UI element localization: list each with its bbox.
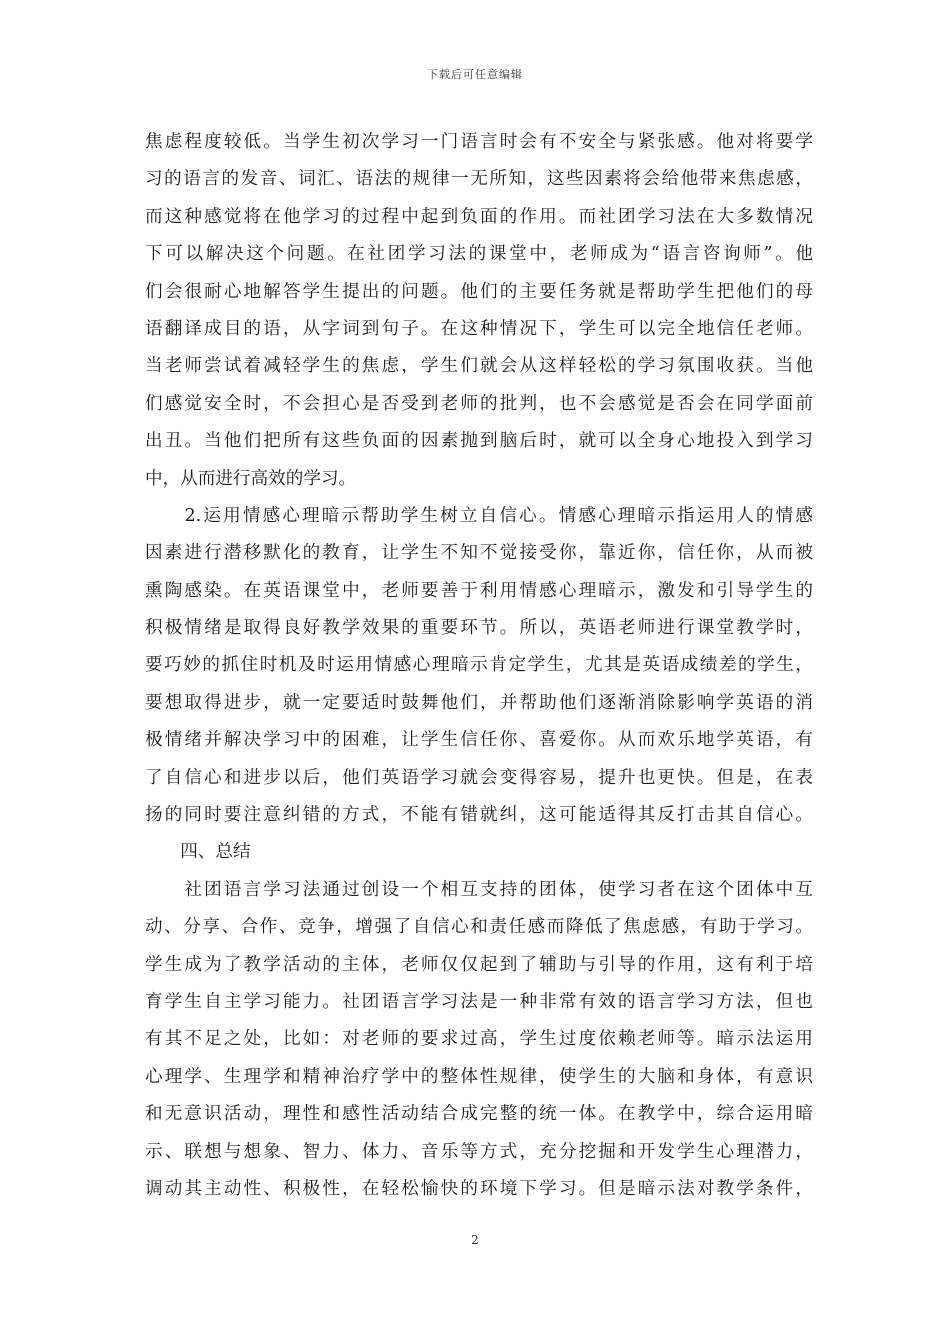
text-line: 当老师尝试着减轻学生的焦虑，学生们就会从这样轻松的学习氛围收获。当他 (145, 356, 813, 377)
text-line: 要想取得进步，就一定要适时鼓舞他们，并帮助他们逐渐消除影响学英语的消 (145, 692, 813, 713)
page-number: 2 (471, 1233, 479, 1247)
text-line: 有其不足之处，比如：对老师的要求过高，学生过度依赖老师等。暗示法运用 (145, 1029, 813, 1050)
text-line: 动、分享、合作、竞争，增强了自信心和责任感而降低了焦虑感，有助于学习。 (145, 917, 813, 938)
text-line: 社团语言学习法通过创设一个相互支持的团体，使学习者在这个团体中互 (145, 879, 813, 900)
text-line: 们感觉安全时，不会担心是否受到老师的批判，也不会感觉是否会在同学面前 (145, 393, 813, 414)
text-line: 示、联想与想象、智力、体力、音乐等方式，充分挖掘和开发学生心理潜力， (145, 1141, 813, 1162)
text-line: 极情绪并解决学习中的困难，让学生信任你、喜爱你。从而欢乐地学英语，有 (145, 730, 813, 751)
text-line: 习的语言的发音、词汇、语法的规律一无所知，这些因素将会给他带来焦虑感， (145, 169, 813, 190)
text-line: 学生成为了教学活动的主体，老师仅仅起到了辅助与引导的作用，这有利于培 (145, 954, 813, 975)
text-line: 中，从而进行高效的学习。 (145, 468, 357, 489)
text-line: 2.运用情感心理暗示帮助学生树立自信心。情感心理暗示指运用人的情感 (145, 505, 813, 526)
text-line: 语翻译成目的语，从字词到句子。在这种情况下，学生可以完全地信任老师。 (145, 318, 813, 339)
text-line: 扬的同时要注意纠错的方式，不能有错就纠，这可能适得其反打击其自信心。 (145, 805, 813, 826)
text-line: 和无意识活动，理性和感性活动结合成完整的统一体。在教学中，综合运用暗 (145, 1104, 813, 1125)
text-line: 育学生自主学习能力。社团语言学习法是一种非常有效的语言学习方法，但也 (145, 991, 813, 1012)
text-line: 因素进行潜移默化的教育，让学生不知不觉接受你，靠近你，信任你，从而被 (145, 543, 813, 564)
text-line: 们会很耐心地解答学生提出的问题。他们的主要任务就是帮助学生把他们的母 (145, 281, 813, 302)
text-line: 要巧妙的抓住时机及时运用情感心理暗示肯定学生，尤其是英语成绩差的学生， (145, 655, 813, 676)
text-line: 调动其主动性、积极性，在轻松愉快的环境下学习。但是暗示法对教学条件， (145, 1178, 813, 1199)
text-line: 心理学、生理学和精神治疗学中的整体性规律，使学生的大脑和身体，有意识 (145, 1066, 813, 1087)
text-line: 四、总结 (145, 842, 251, 863)
document-body (145, 124, 813, 1208)
page-header: 下载后可任意编辑 (427, 68, 523, 81)
text-line: 而这种感觉将在他学习的过程中起到负面的作用。而社团学习法在大多数情况 (145, 206, 813, 227)
text-line: 了自信心和进步以后，他们英语学习就会变得容易，提升也更快。但是，在表 (145, 767, 813, 788)
text-line: 积极情绪是取得良好教学效果的重要环节。所以，英语老师进行课堂教学时， (145, 618, 813, 639)
text-line: 下可以解决这个问题。在社团学习法的课堂中，老师成为“语言咨询师”。他 (145, 244, 813, 265)
text-line: 焦虑程度较低。当学生初次学习一门语言时会有不安全与紧张感。他对将要学 (145, 132, 813, 152)
text-line: 熏陶感染。在英语课堂中，老师要善于利用情感心理暗示，激发和引导学生的 (145, 580, 813, 601)
text-line: 出丑。当他们把所有这些负面的因素抛到脑后时，就可以全身心地投入到学习 (145, 431, 813, 452)
